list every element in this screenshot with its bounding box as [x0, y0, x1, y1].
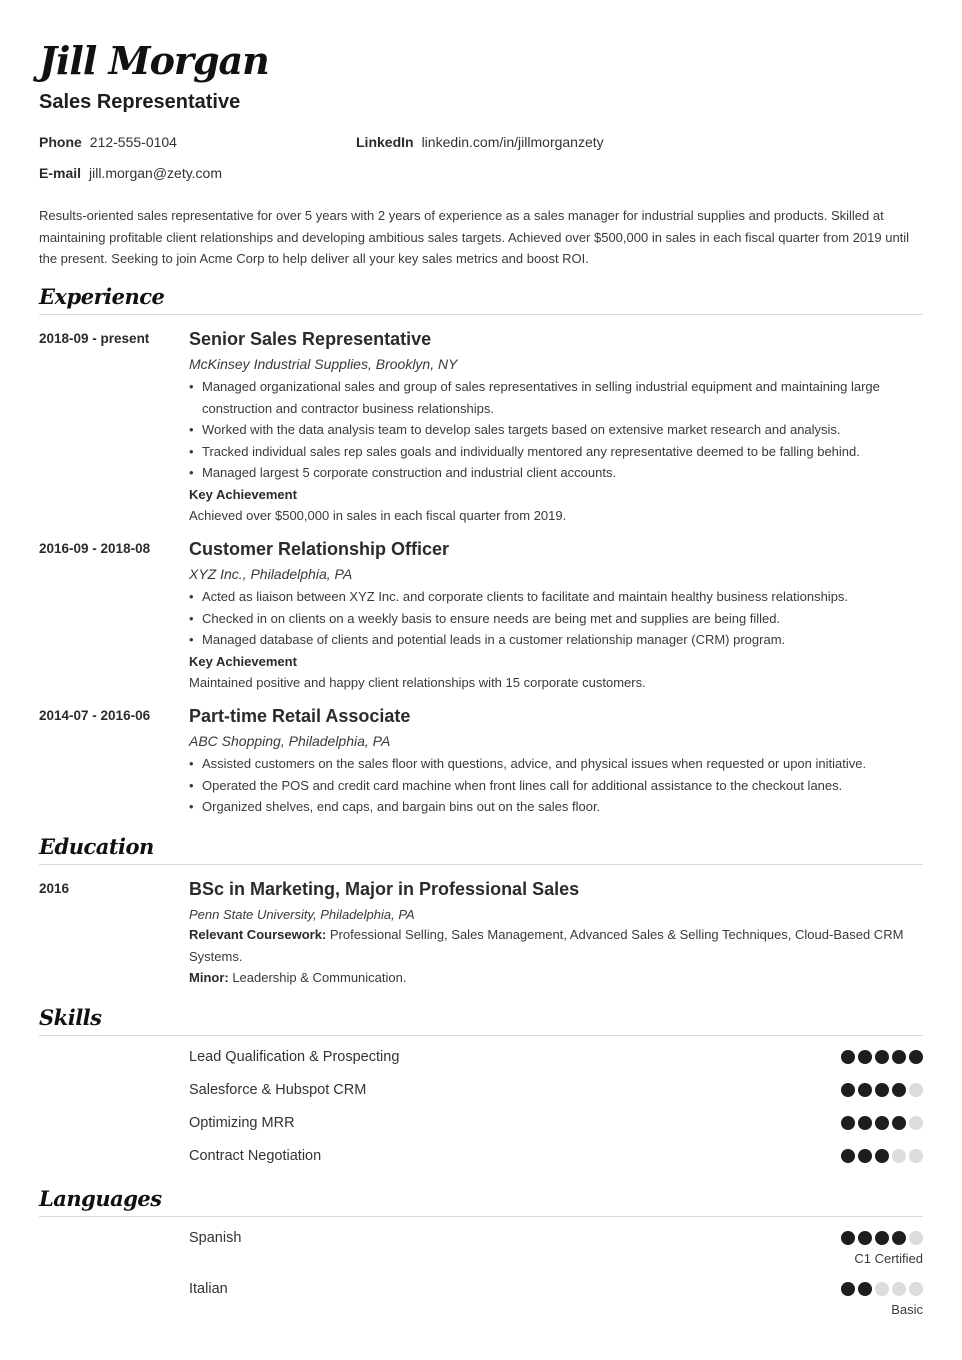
rating-dots	[841, 1231, 923, 1245]
job-entry	[189, 538, 923, 694]
languages-divider	[39, 1216, 923, 1217]
job-employer: ABC Shopping, Philadelphia, PA	[189, 733, 391, 749]
languages-heading: Languages	[39, 1186, 162, 1211]
resume-page	[39, 0, 923, 1360]
language-row	[189, 1279, 923, 1317]
job-title: Part-time Retail Associate	[189, 706, 411, 726]
skill-name: Lead Qualification & Prospecting	[189, 1049, 400, 1065]
rating-dot-filled	[875, 1083, 889, 1097]
job-entry	[189, 705, 923, 818]
rating-dot-empty	[892, 1149, 906, 1163]
rating-dot-filled	[892, 1083, 906, 1097]
rating-dot-empty	[909, 1282, 923, 1296]
key-achievement-label: Key Achievement	[189, 653, 297, 669]
rating-dot-empty	[909, 1083, 923, 1097]
rating-dot-empty	[909, 1149, 923, 1163]
coursework-label: Relevant Coursework:	[189, 927, 327, 942]
job-bullet: • Assisted customers on the sales floor with questions, advice, and physical issues when requested or upon initiative.	[189, 753, 923, 775]
phone-value[interactable]: 212-555-0104	[89, 134, 177, 150]
skill-name: Salesforce & Hubspot CRM	[189, 1082, 367, 1098]
rating-dot-filled	[875, 1116, 889, 1130]
rating-dot-filled	[909, 1050, 923, 1064]
profile-summary: Results-oriented sales representative for over 5 years with 2 years of experience as a sales manager for industrial supplies and products. Skilled at maintaining profitable client relationships and developing ambitious sales targets. Achieved over $500,000 in sales in each fiscal quarter from 2019 until the present. Seeking to join Acme Corp to help deliver all your key sales metrics and boost ROI.	[39, 208, 910, 266]
contact-linkedin	[356, 133, 604, 151]
job-title: Customer Relationship Officer	[189, 539, 450, 559]
job-bullet: • Tracked individual sales rep sales goals and individually mentored any representative deemed to be falling behind.	[189, 441, 923, 463]
language-level: C1 Certified	[854, 1251, 923, 1266]
skill-row	[189, 1146, 923, 1168]
skills-heading: Skills	[39, 1005, 102, 1030]
candidate-name: Jill Morgan	[39, 38, 269, 83]
minor	[189, 967, 923, 989]
job-entry	[189, 328, 923, 527]
contact-email	[39, 164, 222, 182]
rating-dot-filled	[841, 1116, 855, 1130]
degree-title: BSc in Marketing, Major in Professional Sales	[189, 879, 580, 899]
job-date: 2018-09 - present	[39, 331, 150, 346]
key-achievement-text: Achieved over $500,000 in sales in each fiscal quarter from 2019.	[189, 508, 567, 523]
job-date: 2016-09 - 2018-08	[39, 541, 151, 556]
language-level: Basic	[891, 1302, 923, 1317]
rating-dot-filled	[858, 1116, 872, 1130]
school-name: Penn State University, Philadelphia, PA	[189, 907, 415, 922]
job-employer: XYZ Inc., Philadelphia, PA	[189, 566, 353, 582]
education-divider	[39, 864, 923, 865]
education-entry	[189, 878, 923, 989]
language-name: Italian	[189, 1281, 228, 1297]
coursework-text: Professional Selling, Sales Management, Advanced Sales & Selling Techniques, Cloud-Based CRM Systems.	[189, 927, 904, 964]
rating-dot-filled	[841, 1149, 855, 1163]
job-bullet: • Organized shelves, end caps, and bargain bins out on the sales floor.	[189, 796, 923, 818]
job-bullet: • Managed database of clients and potential leads in a customer relationship manager (CRM) program.	[189, 629, 923, 651]
email-label: E-mail	[39, 165, 82, 181]
rating-dot-filled	[875, 1231, 889, 1245]
rating-dot-filled	[841, 1282, 855, 1296]
rating-dot-filled	[858, 1083, 872, 1097]
skill-name: Contract Negotiation	[189, 1148, 322, 1164]
rating-dot-empty	[909, 1116, 923, 1130]
skill-row	[189, 1047, 923, 1069]
candidate-title: Sales Representative	[39, 91, 241, 113]
job-bullet: • Operated the POS and credit card machine when front lines call for additional assistance to the checkout lanes.	[189, 775, 923, 797]
language-name: Spanish	[189, 1230, 242, 1246]
rating-dot-filled	[892, 1231, 906, 1245]
rating-dots	[841, 1083, 923, 1097]
rating-dot-empty	[875, 1282, 889, 1296]
contact-phone	[39, 133, 177, 151]
job-bullet: • Checked in on clients on a weekly basis to ensure needs are being met and supplies are being filled.	[189, 608, 923, 630]
rating-dots	[841, 1116, 923, 1130]
experience-divider	[39, 314, 923, 315]
minor-text: Leadership & Communication.	[228, 970, 407, 985]
skill-row	[189, 1080, 923, 1102]
rating-dots	[841, 1149, 923, 1163]
job-bullet: • Managed largest 5 corporate construction and industrial client accounts.	[189, 462, 923, 484]
job-bullet: • Managed organizational sales and group of sales representatives in selling industrial equipment and maintaining large construction and contractor business relationships.	[189, 376, 923, 419]
rating-dot-filled	[875, 1149, 889, 1163]
skills-divider	[39, 1035, 923, 1036]
rating-dot-empty	[892, 1282, 906, 1296]
rating-dot-empty	[909, 1231, 923, 1245]
job-responsibilities	[189, 586, 923, 651]
rating-dot-filled	[858, 1231, 872, 1245]
experience-heading: Experience	[39, 284, 165, 309]
linkedin-label: LinkedIn	[356, 134, 414, 150]
rating-dots	[841, 1282, 923, 1296]
rating-dots	[841, 1050, 923, 1064]
rating-dot-filled	[858, 1149, 872, 1163]
rating-dot-filled	[841, 1083, 855, 1097]
education-date: 2016	[39, 881, 70, 896]
rating-dot-filled	[892, 1050, 906, 1064]
job-responsibilities	[189, 376, 923, 484]
job-title: Senior Sales Representative	[189, 329, 432, 349]
job-responsibilities	[189, 753, 923, 818]
rating-dot-filled	[892, 1116, 906, 1130]
key-achievement-text: Maintained positive and happy client relationships with 15 corporate customers.	[189, 675, 646, 690]
email-link[interactable]: jill.morgan@zety.com	[89, 165, 223, 181]
language-row	[189, 1228, 923, 1266]
job-date: 2014-07 - 2016-06	[39, 708, 151, 723]
minor-label: Minor:	[189, 970, 229, 985]
linkedin-link[interactable]: linkedin.com/in/jillmorganzety	[421, 134, 604, 150]
phone-label: Phone	[39, 134, 82, 150]
job-bullet: • Worked with the data analysis team to develop sales targets based on extensive market research and analysis.	[189, 419, 923, 441]
rating-dot-filled	[841, 1231, 855, 1245]
rating-dot-filled	[875, 1050, 889, 1064]
education-heading: Education	[39, 834, 154, 859]
rating-dot-filled	[858, 1282, 872, 1296]
key-achievement-label: Key Achievement	[189, 486, 297, 502]
job-employer: McKinsey Industrial Supplies, Brooklyn, NY	[189, 356, 458, 372]
relevant-coursework	[189, 924, 923, 967]
skill-row	[189, 1113, 923, 1135]
rating-dot-filled	[841, 1050, 855, 1064]
rating-dot-filled	[858, 1050, 872, 1064]
skill-name: Optimizing MRR	[189, 1115, 295, 1131]
job-bullet: • Acted as liaison between XYZ Inc. and corporate clients to facilitate and maintain healthy business relationships.	[189, 586, 923, 608]
